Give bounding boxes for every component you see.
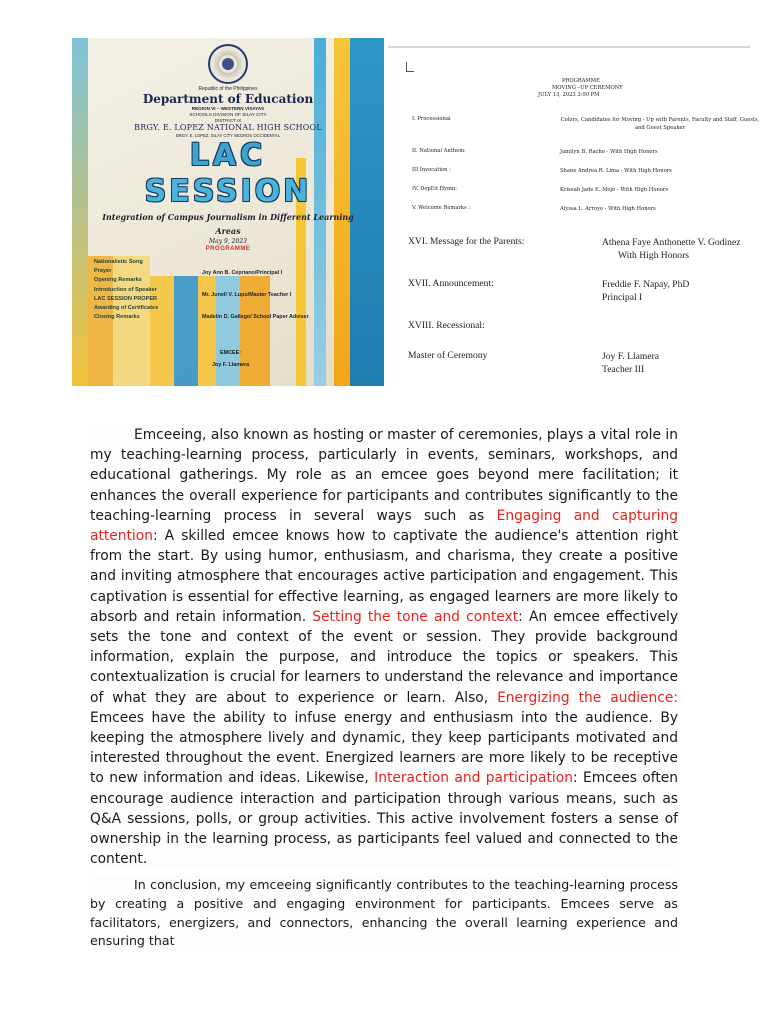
essay-body [90,425,678,951]
programme-item: Introduction of Speaker [94,286,157,293]
programme-row [408,236,748,278]
essay-text: : An emcee effectively sets the tone and context of the event or session. They provide background information, explain the purpose, and introduce the topics or speakers. This contextualization is crucial for learners to understand the relevance and importance of what they are about to experience or learn. Also, [90,608,678,706]
lac-title: LAC [189,138,267,173]
highlight-phrase: Setting the tone and context [312,608,519,625]
essay-text: : Emcees often encourage audience interaction and participation through various means, such as Q&A sessions, polls, or group activities. This active involvement fosters a sense of ownership in the learning process, as participants feel valued and connected to the content. [90,770,678,868]
row-value-line: Principal I [602,292,643,303]
essay-text: Emceeing, also known as hosting or master of ceremonies, plays a vital role in my teaching-learning process, particularly in events, seminars, workshops, and educational gatherings. My role as an emcee goes beyond mere facilitation; it enhances the overall experience for participants and contributes significantly to the teaching-learning process in several ways such as [90,427,678,524]
row-label: XVIII. Recessional: [408,320,485,331]
session-theme: Integration of Campus Journalism in Different Learning Areas [102,212,354,236]
session-date: May 9, 2023 [209,238,247,245]
programme-small-list [412,116,760,224]
row-label: II. National Anthem: [412,148,466,154]
essay-paragraph: In conclusion, my emceeing significantly contributes to the teaching-learning process by creating a positive and engaging environment for participants. Emcees serve as facilitators, energizers, and connectors, enhancing the overall learning experience and ensuring that [90,876,678,950]
row-label: III Invocation : [412,167,451,173]
programme-item: Awarding of Certificates [94,305,159,312]
row-value: Alyssa L. Arroyo - With High Honors [560,206,656,212]
region-label: REGION VI – WESTERN VISAYAS [191,106,265,111]
programme-item: LAC SESSION PROPER [94,295,158,302]
division-label: SCHOOLS DIVISION OF SILAY CITY [189,112,267,117]
row-value [602,236,740,262]
essay-text: Emcees have the ability to infuse energy and enthusiasm into the audience. By keeping the atmosphere lively and dynamic, they keep participants motivated and interested throughout the event. Energized learners are more likely to be receptive to new information and ideas. Likewise, [90,709,678,787]
lac-session-programme-photo [72,38,384,386]
programme-name: Madelin D. Gallego/ School Paper Adviser [202,314,309,320]
programme-item: Prayer [94,268,112,275]
programme-row [408,350,748,392]
programme-datetime: JULY 13, 2023 3:00 PM [538,92,600,98]
row-label: XVII. Announcement: [408,278,494,289]
row-label: I. Processional [412,116,451,122]
programme-name: Joy Ann B. Cepriano/Principal I [202,270,283,276]
programme-row [412,205,752,224]
row-value [602,278,689,304]
row-value: Jamilyn B. Racho - With High Honors [560,149,658,155]
row-value-line: Teacher III [602,364,645,375]
row-label: IV. DepEd Hymn: [412,186,457,192]
programme-row [408,320,748,350]
programme-large-list [408,236,748,392]
essay-text: : A skilled emcee knows how to captivate the audience's attention right from the start. By using humor, enthusiasm, and charisma, they create a positive and inviting atmosphere that encourages active participation and engagement. This captivation is essential for effective learning, as engaged learners are more likely to absorb and retain information. [90,528,678,625]
row-value: Kriseah Jade E. Mojo - With High Honors [560,187,669,193]
decor-band [72,38,88,386]
row-value [602,350,659,376]
programme-row [412,148,752,167]
programme-item: Nationalistic Song [94,259,143,265]
emcee-name: Joy F. Llamera [212,362,250,368]
highlight-phrase: Interaction and participation [374,770,573,787]
row-value-line: Freddie F. Napay, PhD [602,279,690,290]
school-address: BRGY. E. LOPEZ, SILAY CITY NEGROS OCCIDENTAL [175,133,281,138]
emcee-label: EMCEE: [220,350,241,356]
programme-item: Opening Remarks [94,277,142,284]
programme-header [538,78,623,99]
programme-items [94,258,164,322]
programme-label: PROGRAMME [205,246,251,252]
programme-names [202,270,362,336]
moving-up-programme-document [388,40,760,386]
row-label: V. Welcome Remarks : [412,205,471,211]
highlight-phrase: Energizing the audience: [497,689,678,706]
essay-paragraph [90,425,678,869]
margin-marker [406,62,414,72]
department-label: Department of Education [142,92,314,106]
deped-seal-icon [208,44,248,84]
programme-row [412,167,752,186]
school-name: BRGY. E. LOPEZ NATIONAL HIGH SCHOOL [134,123,322,132]
session-title: SESSION [144,174,312,209]
row-label: Master of Ceremony [408,350,488,361]
row-value-line: Athena Faye Anthonette V. Godinez [602,237,741,248]
programme-name: Mr. Junell V. Lupo/Master Teacher I [202,292,292,298]
programme-heading: PROGRAMME [562,78,600,84]
page-edge [388,46,750,48]
programme-subheading: MOVING –UP CEREMONY [552,85,623,91]
row-value-line: With High Honors [618,250,690,261]
programme-row [412,186,752,205]
programme-row [412,116,760,148]
row-value: Shane Andrea R. Lima - With High Honors [560,168,672,174]
programme-row [408,278,748,320]
district-label: DISTRICT IX [214,118,242,123]
programme-item: Closing Remarks [94,314,140,321]
row-value: Colors, Candidates for Moving - Up with Parents, Faculty and Staff, Guests, and Guest Speaker [560,117,760,131]
republic-label: Republic of the Philippines [198,86,258,92]
row-label: XVI. Message for the Parents: [408,236,525,247]
highlight-phrase: Engaging and capturing attention [90,507,678,545]
row-value-line: Joy F. Llamera [602,351,660,362]
